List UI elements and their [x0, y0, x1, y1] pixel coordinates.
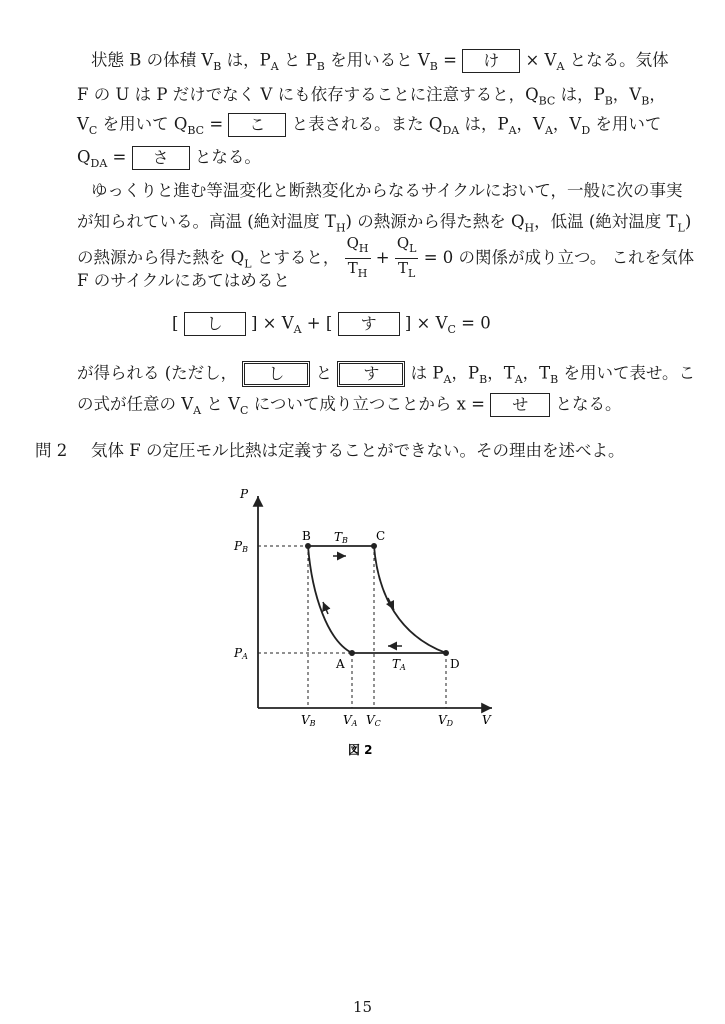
p1-text: =: [204, 114, 224, 134]
sub: B: [316, 59, 325, 73]
answer-box-shi-ref[interactable]: し: [242, 361, 310, 387]
text-v: V: [366, 713, 375, 727]
p1-text: となる。: [189, 147, 261, 167]
p1-text: を用いると V: [324, 50, 430, 70]
p2-text: ，低温 (絶対温度 T: [534, 212, 678, 231]
axis-label-v: V: [482, 713, 491, 727]
sub: D: [581, 123, 591, 137]
p3-text: が得られる (ただし，: [77, 363, 238, 383]
sub: A: [544, 123, 553, 137]
tick-vd: [438, 713, 454, 728]
sub: A: [443, 372, 452, 386]
sub: B: [479, 372, 488, 386]
p1-line4: [77, 146, 261, 175]
sub: BC: [187, 123, 205, 137]
p1-text: Q: [77, 147, 91, 167]
p1-text: 状態 B の体積 V: [91, 50, 214, 70]
answer-box-su-ref[interactable]: す: [337, 361, 405, 387]
p1-text: となる。気体: [564, 50, 669, 70]
point-b: [305, 543, 311, 549]
sub: A: [514, 372, 523, 386]
pv-cycle-diagram: [230, 486, 500, 766]
p1-text: を用いて: [590, 114, 662, 134]
sub: A: [242, 652, 248, 661]
fraction-qh-th: [345, 234, 371, 283]
eq-text: ] × V: [250, 313, 294, 333]
p2-text: F のサイクルにあてはめると: [77, 271, 290, 290]
p3-text: は P: [405, 363, 444, 383]
text-t: T: [392, 657, 401, 671]
p2-text: ): [684, 212, 692, 231]
sub: A: [193, 403, 202, 417]
p2-text: が知られている。高温 (絶対温度 T: [77, 212, 336, 231]
sub: B: [429, 59, 438, 73]
sub: A: [400, 663, 406, 672]
text-p: P: [234, 646, 243, 660]
label-a: A: [336, 657, 345, 671]
sub: A: [270, 59, 279, 73]
sub: DA: [90, 156, 108, 170]
sub: H: [524, 221, 535, 235]
page-number: 15: [352, 998, 373, 1016]
sub: D: [446, 719, 454, 728]
p2-line1: [91, 180, 683, 202]
sub: L: [677, 221, 685, 235]
sub: L: [244, 257, 252, 271]
p1-text: と表される。また Q: [286, 114, 443, 134]
text-v: V: [343, 713, 352, 727]
sub: C: [88, 123, 98, 137]
p1-text: × V: [520, 50, 557, 70]
sub: B: [641, 94, 650, 108]
question-label: 問 2: [35, 441, 68, 460]
p3-line2: [77, 393, 622, 422]
plus-sign: +: [375, 248, 390, 267]
cycle-equation: [172, 312, 491, 341]
p2-text: ゆっくりと進む等温変化と断熱変化からなるサイクルにおいて，一般に次の事実: [91, 181, 683, 200]
p1-text: ，V: [612, 85, 642, 104]
tick-pb: [233, 539, 248, 554]
adiabat-ab: [308, 546, 352, 653]
sub: B: [213, 59, 222, 73]
p3-text: ，T: [487, 363, 515, 383]
label-b: B: [302, 529, 311, 543]
sub: A: [293, 322, 302, 336]
arrow-a-to-b-icon: [323, 602, 328, 614]
p1-text: は，P: [459, 114, 509, 134]
sub: BC: [538, 94, 556, 108]
sub: C: [447, 322, 456, 336]
point-d: [443, 650, 449, 656]
frac-text: Q: [346, 234, 359, 252]
tick-pa: [233, 646, 248, 661]
text-p: P: [234, 539, 243, 553]
p3-text: と: [310, 363, 338, 383]
p3-text: となる。: [550, 394, 622, 414]
answer-box-shi[interactable]: し: [184, 312, 246, 336]
point-c: [371, 543, 377, 549]
text-t: T: [334, 530, 343, 544]
p1-text: ，V: [516, 114, 545, 134]
tick-vb: [301, 713, 316, 728]
tick-va: [343, 713, 358, 728]
p1-line1: [91, 49, 669, 78]
question-2: [35, 440, 624, 462]
p1-text: ，: [649, 85, 666, 104]
p1-text: V: [77, 114, 89, 134]
p1-text: と P: [278, 50, 317, 70]
label-ta: [392, 657, 406, 672]
frac-text: T: [397, 259, 408, 277]
answer-box-su[interactable]: す: [338, 312, 400, 336]
sub: B: [342, 536, 348, 545]
fraction-ql-tl: [395, 234, 419, 283]
p3-text: ，P: [451, 363, 480, 383]
p3-text: ，T: [522, 363, 551, 383]
point-a: [349, 650, 355, 656]
sub: L: [409, 242, 417, 255]
p3-text: について成り立つことから x =: [248, 394, 485, 414]
p1-line2: [77, 84, 666, 112]
eq-text: = 0: [455, 313, 491, 333]
axis-label-p: P: [240, 487, 249, 501]
frac-text: Q: [396, 234, 410, 252]
answer-box-ke[interactable]: け: [462, 49, 520, 73]
p3-line1: [77, 361, 695, 391]
p3-text: を用いて表せ。こ: [558, 363, 696, 383]
sub: H: [358, 242, 369, 255]
sub: A: [556, 59, 565, 73]
sub: DA: [442, 123, 460, 137]
tick-vc: [366, 713, 381, 728]
p1-text: は，P: [555, 85, 605, 104]
sub: C: [374, 719, 381, 728]
p1-text: ，V: [552, 114, 582, 134]
frac-den: [345, 259, 371, 283]
p2-text: の熱源から得た熱を Q: [77, 248, 245, 267]
p1-text: を用いて Q: [97, 114, 188, 134]
p2-text: = 0 の関係が成り立つ。 これを気体: [423, 248, 695, 267]
label-tb: [334, 530, 348, 545]
sub: A: [508, 123, 517, 137]
p1-text: =: [437, 50, 457, 70]
sub: C: [240, 403, 249, 417]
text-v: V: [301, 713, 310, 727]
p1-text: =: [107, 147, 127, 167]
p1-text: F の U は P だけでなく V にも依存することに注意すると，Q: [77, 85, 539, 104]
frac-text: T: [347, 259, 358, 277]
figure-caption: 図 2: [348, 743, 373, 757]
sub: B: [604, 94, 613, 108]
p2-text: とすると，: [251, 248, 340, 267]
answer-box-se[interactable]: せ: [490, 393, 550, 417]
eq-text: [: [172, 313, 179, 333]
sub: H: [357, 267, 368, 280]
p3-text: と V: [201, 394, 241, 414]
sub: B: [550, 372, 559, 386]
question-text: 気体 F の定圧モル比熱は定義することができない。その理由を述べよ。: [91, 441, 625, 460]
p3-text: の式が任意の V: [77, 394, 194, 414]
p1-line3: [77, 113, 661, 142]
frac-den: [395, 259, 419, 283]
answer-box-ko[interactable]: こ: [228, 113, 286, 137]
answer-box-sa[interactable]: さ: [132, 146, 190, 170]
adiabat-cd: [374, 546, 446, 653]
p2-text: ) の熱源から得た熱を Q: [345, 212, 525, 231]
p1-text: は，P: [221, 50, 271, 70]
p2-line4: [77, 270, 290, 292]
frac-num: [345, 234, 371, 259]
label-d: D: [450, 657, 460, 671]
eq-text: ] × V: [404, 313, 448, 333]
sub: L: [407, 267, 416, 280]
label-c: C: [376, 529, 386, 543]
sub: A: [351, 719, 358, 728]
frac-num: [395, 234, 419, 259]
sub: B: [309, 719, 316, 728]
text-v: V: [438, 713, 447, 727]
sub: H: [335, 221, 346, 235]
sub: B: [242, 545, 248, 554]
eq-text: + [: [301, 313, 333, 333]
